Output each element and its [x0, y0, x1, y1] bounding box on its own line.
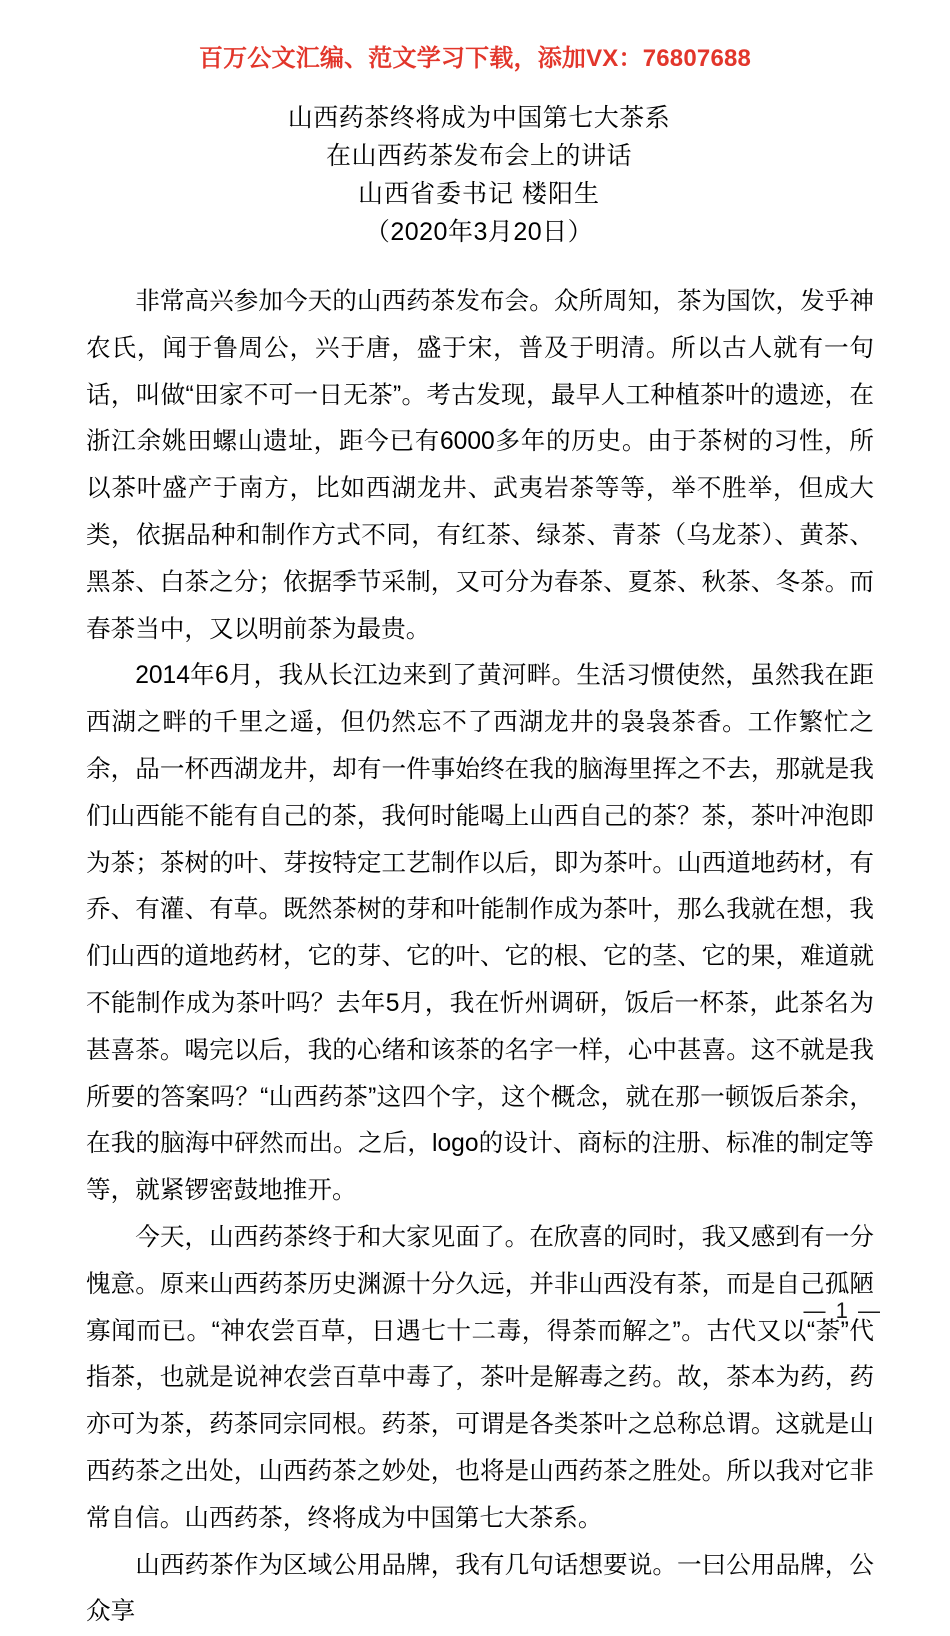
document-date: （2020年3月20日）: [364, 218, 594, 246]
page-number: — 1 —: [803, 1298, 882, 1323]
document-body: [86, 279, 874, 1636]
title-block: [86, 99, 872, 251]
body-paragraph: 非常高兴参加今天的山西药茶发布会。众所周知，茶为国饮，发乎神农氏，闻于鲁周公，兴于唐，盛于宋，普及于明清。所以古人就有一句话，叫做“田家不可一日无茶”。考古发现，最早人工种植茶叶的遗迹，在浙江余姚田螺山遗址，距今已有6000多年的历史。由于茶树的习性，所以茶叶盛产于南方，比如西湖龙井、武夷岩茶等等，举不胜举，但成大类，依据品种和制作方式不同，有红茶、绿茶、青茶（乌龙茶）、黄茶、黑茶、白茶之分；依据季节采制，又可分为春茶、夏茶、秋茶、冬茶。而春茶当中，又以明前茶为最贵。: [86, 288, 874, 643]
document-title: 山西药茶终将成为中国第七大茶系: [287, 104, 671, 132]
document-subtitle: 在山西药茶发布会上的讲话: [325, 142, 632, 170]
body-paragraph: 山西药茶作为区域公用品牌，我有几句话想要说。一曰公用品牌，公众享: [86, 1551, 874, 1626]
promo-banner-text: 百万公文汇编、范文学习下载，添加VX：76807688: [198, 45, 752, 72]
speaker-line: 山西省委书记 楼阳生: [358, 180, 600, 208]
body-paragraph: 今天，山西药茶终于和大家见面了。在欣喜的同时，我又感到有一分愧意。原来山西药茶历史渊源十分久远，并非山西没有茶，而是自己孤陋寡闻而已。“神农尝百草，日遇七十二毒，得荼而解之”。古代又以“荼”代指茶，也就是说神农尝百草中毒了，茶叶是解毒之药。故，茶本为药，药亦可为茶，药茶同宗同根。药茶，可谓是各类茶叶之总称总谓。这就是山西药茶之出处，山西药茶之妙处，也将是山西药茶之胜处。所以我对它非常自信。山西药茶，终将成为中国第七大茶系。: [86, 1223, 874, 1532]
body-paragraph: 2014年6月，我从长江边来到了黄河畔。生活习惯使然，虽然我在距西湖之畔的千里之遥，但仍然忘不了西湖龙井的袅袅茶香。工作繁忙之余，品一杯西湖龙井，却有一件事始终在我的脑海里挥之不去，那就是我们山西能不能有自己的茶，我何时能喝上山西自己的茶？茶，茶叶冲泡即为茶；茶树的叶、芽按特定工艺制作以后，即为茶叶。山西道地药材，有乔、有灌、有草。既然茶树的芽和叶能制作成为茶叶，那么我就在想，我们山西的道地药材，它的芽、它的叶、它的根、它的茎、它的果，难道就不能制作成为茶叶吗？去年5月，我在忻州调研，饭后一杯茶，此茶名为甚喜茶。喝完以后，我的心绪和该茶的名字一样，心中甚喜。这不就是我所要的答案吗？“山西药茶”这四个字，这个概念，就在那一顿饭后茶余，在我的脑海中砰然而出。之后，logo的设计、商标的注册、标准的制定等等，就紧锣密鼓地推开。: [86, 662, 874, 1205]
